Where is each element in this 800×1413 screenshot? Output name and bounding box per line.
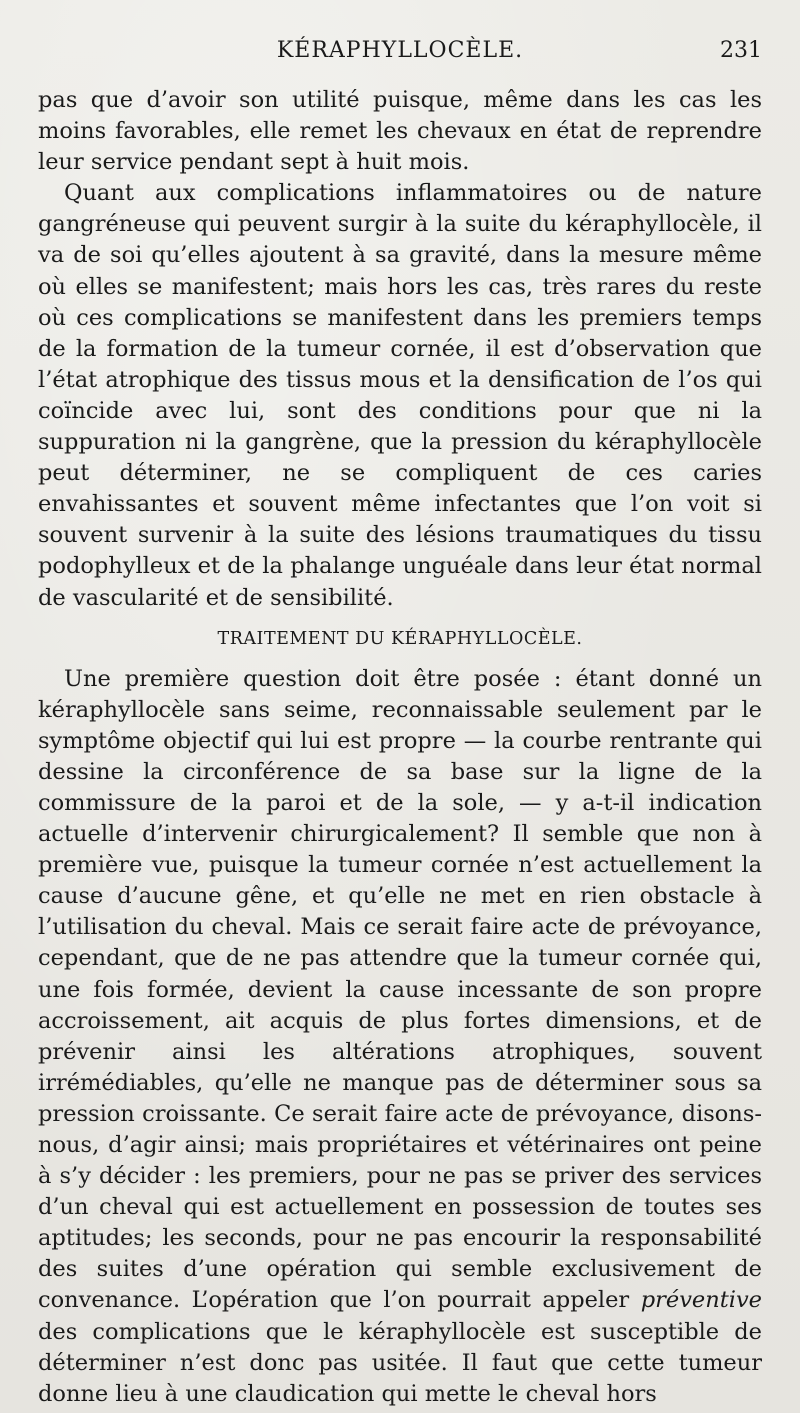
running-title: KÉRAPHYLLOCÈLE.	[276, 38, 524, 63]
paragraph-treatment-text-end: des complications que le kéraphyllocèle est susceptible de déterminer n’est donc pas usitée. Il faut que cette tumeur donne lieu à une claudication qui mette le cheval hors	[38, 1318, 762, 1407]
page-number: 231	[720, 38, 762, 63]
page-header	[38, 34, 762, 68]
paragraph-treatment	[38, 664, 762, 1410]
section-heading: TRAITEMENT DU KÉRAPHYLLOCÈLE.	[217, 628, 583, 649]
paragraph-continuation: pas que d’avoir son utilité puisque, même dans les cas les moins favorables, elle remet les chevaux en état de reprendre leur service pendant sept à huit mois.	[38, 87, 762, 176]
page-body	[38, 85, 762, 1410]
paragraph-treatment-text: Une première question doit être posée : étant donné un kéraphyllocèle sans seime, reconnaissable seulement par le symptôme objectif qui lui est propre — la courbe rentrante qui dessine la circonférence de sa base sur la ligne de la commissure de la paroi et de la sole, — y a-t-il indication actuelle d’intervenir chirurgicalement? Il semble que non à première vue, puisque la tumeur cornée n’est actuellement la cause d’aucune gêne, et qu’elle ne met en rien obstacle à l’utilisation du cheval. Mais ce serait faire acte de prévoyance, cependant, que de ne pas attendre que la tumeur cornée qui, une fois formée, devient la cause incessante de son propre accroissement, ait acquis de plus fortes dimensions, et de prévenir ainsi les altérations atrophiques, souvent irrémédiables, qu’elle ne manque pas de déterminer sous sa pression croissante. Ce serait faire acte de prévoyance, disons-nous, d’agir ainsi; mais propriétaires et vétérinaires ont peine à s’y décider : les premiers, pour ne pas se priver des services d’un cheval qui est actuellement en possession de toutes ses aptitudes; les seconds, pour ne pas encourir la responsabilité des suites d’une opération qui semble exclusivement de convenance. L’opération que l’on pourrait appeler	[38, 665, 762, 1314]
italic-word: préventive	[640, 1287, 762, 1314]
paragraph-complications: Quant aux complications inflammatoires ou de nature gangréneuse qui peuvent surgir à la suite du kéraphyllocèle, il va de soi qu’elles ajoutent à sa gravité, dans la mesure même où elles se manifestent; mais hors les cas, très rares du reste où ces complications se manifestent dans les premiers temps de la formation de la tumeur cornée, il est d’observation que l’état atrophique des tissus mous et la densification de l’os qui coïncide avec lui, sont des conditions pour que ni la suppuration ni la gangrène, que la pression du kéraphyllocèle peut déterminer, ne se compliquent de ces caries envahissantes et souvent même infectantes que l’on voit si souvent survenir à la suite des lésions traumatiques du tissu podophylleux et de la phalange unguéale dans leur état normal de vascularité et de sensibilité.	[38, 180, 762, 611]
